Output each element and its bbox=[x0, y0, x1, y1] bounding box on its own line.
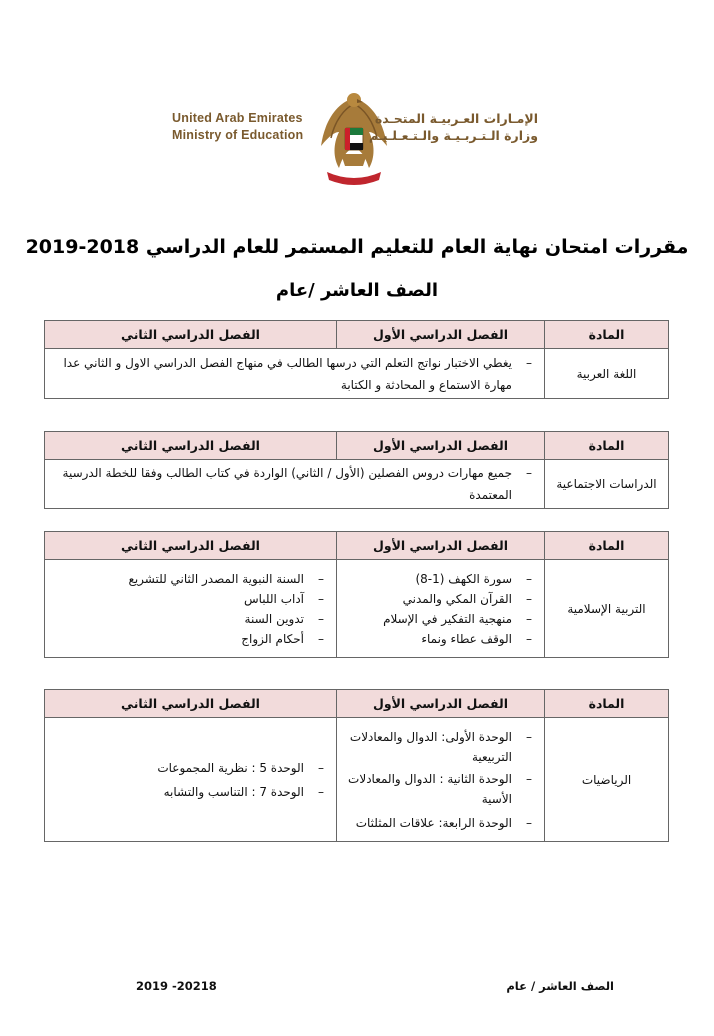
list-item: – يغطي الاختبار نواتج التعلم التي درسها الطالب في منهاج الفصل الدراسي الاول و الثاني عدا مهارة الاستماع و المحادثة و الكتابة bbox=[51, 352, 538, 396]
term1-cell bbox=[337, 560, 545, 658]
list-item: – الوحدة الأولى: الدوال والمعادلات التربيعية bbox=[343, 727, 538, 767]
term2-column-header: الفصل الدراسي الثاني bbox=[45, 532, 337, 560]
list-item: – الوحدة 7 : التناسب والتشابه bbox=[51, 782, 330, 802]
term2-cell bbox=[45, 560, 337, 658]
list-item: – الوحدة 5 : نظرية المجموعات bbox=[51, 758, 330, 778]
subject-cell: الرياضيات bbox=[545, 718, 669, 842]
grade-title: الصف العاشر /عام bbox=[275, 280, 439, 301]
term2-column-header: الفصل الدراسي الثاني bbox=[45, 432, 337, 460]
term1-cell bbox=[337, 718, 545, 842]
term1-column-header: الفصل الدراسي الأول bbox=[337, 532, 545, 560]
table-row bbox=[45, 718, 669, 842]
document-title: مقررات امتحان نهاية العام للتعليم المستمر للعام الدراسي 2018-2019 bbox=[25, 236, 689, 258]
term1-column-header: الفصل الدراسي الأول bbox=[337, 321, 545, 349]
table-header-row bbox=[45, 321, 669, 349]
subject-column-header: المادة bbox=[545, 532, 669, 560]
list-item: – أحكام الزواج bbox=[51, 629, 330, 649]
ministry-name-english bbox=[172, 110, 303, 144]
list-item: – تدوين السنة bbox=[51, 609, 330, 629]
course-table-arabic bbox=[44, 320, 669, 399]
ministry-name-arabic bbox=[369, 110, 538, 144]
list-item: – سورة الكهف (1-8) bbox=[343, 569, 538, 589]
subject-column-header: المادة bbox=[545, 321, 669, 349]
ministry-name-en: Ministry of Education bbox=[172, 128, 304, 142]
course-table-islamic-education bbox=[44, 531, 669, 658]
table-header-row bbox=[45, 690, 669, 718]
subject-cell: التربية الإسلامية bbox=[545, 560, 669, 658]
term2-cell bbox=[45, 718, 337, 842]
ministry-name-ar: وزارة الـتـربـيـة والـتـعـلـيـم bbox=[368, 128, 538, 143]
letterhead bbox=[0, 88, 714, 198]
list-item: – الوحدة الثانية : الدوال والمعادلات الأسية bbox=[343, 769, 538, 809]
list-item: – القرآن المكي والمدني bbox=[343, 589, 538, 609]
course-table-mathematics bbox=[44, 689, 669, 842]
content-cell bbox=[45, 349, 545, 399]
table-row bbox=[45, 460, 669, 509]
footer-year-label: 2019 -20218 bbox=[136, 979, 217, 993]
list-item: – السنة النبوية المصدر الثاني للتشريع bbox=[51, 569, 330, 589]
subject-cell: اللغة العربية bbox=[545, 349, 669, 399]
subject-column-header: المادة bbox=[545, 432, 669, 460]
list-item: – آداب اللباس bbox=[51, 589, 330, 609]
term1-column-header: الفصل الدراسي الأول bbox=[337, 432, 545, 460]
list-item: – الوقف عطاء ونماء bbox=[343, 629, 538, 649]
footer-grade-label: الصف العاشر / عام bbox=[506, 979, 614, 993]
list-item: – جميع مهارات دروس الفصلين (الأول / الثاني) الواردة في كتاب الطالب وفقا للخطة الدرسية المعتمدة bbox=[51, 462, 538, 506]
term1-column-header: الفصل الدراسي الأول bbox=[337, 690, 545, 718]
course-table-social-studies bbox=[44, 431, 669, 509]
list-item: – منهجية التفكير في الإسلام bbox=[343, 609, 538, 629]
table-row bbox=[45, 349, 669, 399]
country-name-en: United Arab Emirates bbox=[172, 111, 303, 125]
list-item: – الوحدة الرابعة: علاقات المثلثات bbox=[343, 813, 538, 833]
table-header-row bbox=[45, 532, 669, 560]
subject-cell: الدراسات الاجتماعية bbox=[545, 460, 669, 509]
subject-column-header: المادة bbox=[545, 690, 669, 718]
table-row bbox=[45, 560, 669, 658]
table-header-row bbox=[45, 432, 669, 460]
content-cell bbox=[45, 460, 545, 509]
country-name-ar: الإمـارات العـربيـة المتحـدة bbox=[374, 111, 538, 126]
term2-column-header: الفصل الدراسي الثاني bbox=[45, 321, 337, 349]
term2-column-header: الفصل الدراسي الثاني bbox=[45, 690, 337, 718]
